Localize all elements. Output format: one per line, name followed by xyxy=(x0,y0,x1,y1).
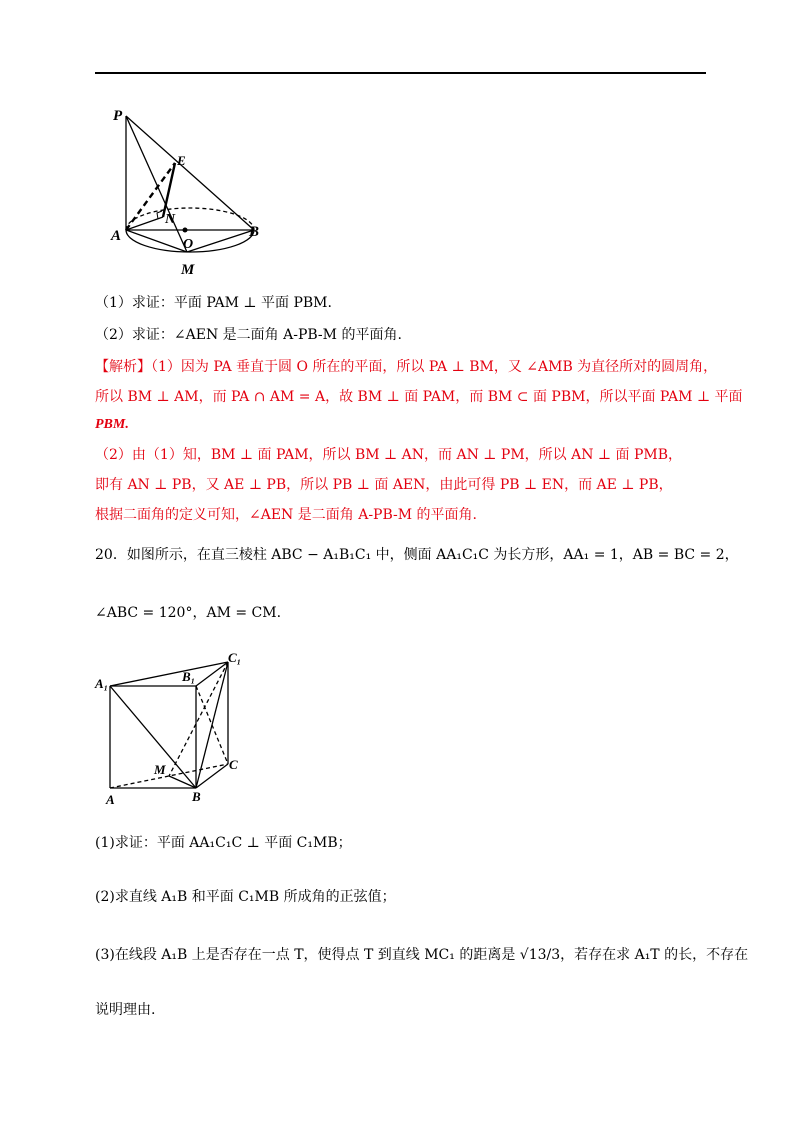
center-point xyxy=(183,228,188,233)
label-A: A xyxy=(106,792,115,807)
label-O: O xyxy=(183,237,194,252)
solution-line-2: 所以 BM ⊥ AM，而 PA ∩ AM = A，故 BM ⊥ 面 PAM，而 BM ⊂ 面 PBM，所以平面 PAM ⊥ 平面 xyxy=(95,389,743,405)
label-N: N xyxy=(165,212,176,227)
q20-part1: (1)求证：平面 AA₁C₁C ⊥ 平面 C₁MB； xyxy=(95,835,352,851)
q20-stem-line-2: ∠ABC = 120°，AM = CM. xyxy=(95,605,282,621)
q19-part1: （1）求证：平面 PAM ⊥ 平面 PBM. xyxy=(95,295,332,311)
cone-figure xyxy=(105,100,275,280)
solution-line-5: 即有 AN ⊥ PB，又 AE ⊥ PB，所以 PB ⊥ 面 AEN，由此可得 PB ⊥ EN，而 AE ⊥ PB， xyxy=(95,477,673,493)
prism-figure xyxy=(90,648,250,808)
solution-line-6: 根据二面角的定义可知，∠AEN 是二面角 A-PB-M 的平面角. xyxy=(95,507,477,523)
q20-part3: (3)在线段 A₁B 上是否存在一点 T，使得点 T 到直线 MC₁ 的距离是 √13/3，若存在求 A₁T 的长，不存在 xyxy=(95,947,749,963)
label-A: A xyxy=(111,228,122,244)
label-A1: A₁ xyxy=(95,676,109,691)
label-P: P xyxy=(113,108,123,124)
q20-stem-line-1: 20．如图所示，在直三棱柱 ABC − A₁B₁C₁ 中，侧面 AA₁C₁C 为长方形，AA₁ = 1，AB = BC = 2， xyxy=(95,547,739,563)
label-C1: C₁ xyxy=(228,650,242,665)
q20-part3-cont: 说明理由. xyxy=(95,1002,156,1018)
label-B1: B₁ xyxy=(182,669,196,684)
q19-part2: （2）求证：∠AEN 是二面角 A-PB-M 的平面角. xyxy=(95,327,402,343)
solution-line-4: （2）由（1）知，BM ⊥ 面 PAM，所以 BM ⊥ AN，而 AN ⊥ PM，所以 AN ⊥ 面 PMB， xyxy=(95,447,683,463)
q20-part2: (2)求直线 A₁B 和平面 C₁MB 所成角的正弦值； xyxy=(95,889,396,905)
label-C: C xyxy=(229,757,238,772)
solution-line-1: 【解析】（1）因为 PA 垂直于圆 O 所在的平面，所以 PA ⊥ BM，又 ∠AMB 为直径所对的圆周角， xyxy=(95,359,718,375)
label-M: M xyxy=(181,262,195,278)
header-rule xyxy=(95,72,706,74)
solution-line-3: PBM. xyxy=(95,417,129,432)
label-B: B xyxy=(192,789,201,804)
label-M: M xyxy=(154,762,166,777)
label-B: B xyxy=(249,224,260,240)
label-E: E xyxy=(177,153,186,168)
